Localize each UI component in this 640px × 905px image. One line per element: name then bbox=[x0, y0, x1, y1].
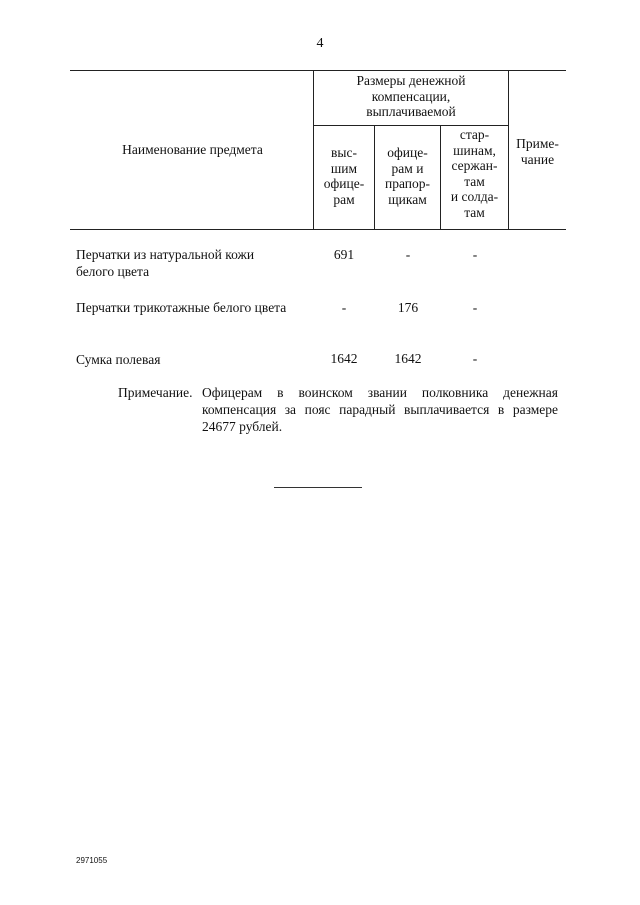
table-top-border bbox=[70, 70, 566, 71]
header-col-senior-officers: выс- шим офице- рам bbox=[323, 145, 365, 207]
table-row-name: Сумка полевая bbox=[76, 352, 161, 367]
table-cell-sergeants: - bbox=[472, 247, 478, 262]
footnote-text: Офицерам в воинском звании полковника денежная компенсация за пояс парадный выплачивается в размере 24677 рублей. bbox=[202, 385, 558, 434]
header-col-sergeants-soldiers: стар- шинам, сержан- там и солда- там bbox=[450, 127, 499, 220]
header-item-name: Наименование предмета bbox=[122, 142, 263, 157]
table-cell-senior: 1642 bbox=[330, 351, 358, 366]
footnote-label: Примечание. bbox=[118, 385, 193, 400]
table-row-name: Перчатки из натуральной кожи белого цвета bbox=[76, 247, 255, 279]
table-header-bottom-border bbox=[70, 229, 566, 230]
header-col-note: Приме- чание bbox=[516, 136, 559, 167]
table-cell-officers: 1642 bbox=[394, 351, 422, 366]
table-cell-officers: 176 bbox=[397, 300, 419, 315]
table-cell-sergeants: - bbox=[472, 351, 478, 366]
end-divider bbox=[274, 487, 362, 488]
page-number: 4 bbox=[316, 36, 324, 51]
table-cell-officers: - bbox=[405, 247, 411, 262]
table-row-name: Перчатки трикотажные белого цвета bbox=[76, 300, 287, 315]
table-cell-senior: 691 bbox=[333, 247, 355, 262]
table-cell-sergeants: - bbox=[472, 300, 478, 315]
header-col-officers-warrant: офице- рам и прапор- щикам bbox=[384, 145, 430, 207]
header-compensation-group: Размеры денежной компенсации, выплачиваемой bbox=[356, 73, 466, 119]
table-cell-senior: - bbox=[341, 300, 347, 315]
document-code: 2971055 bbox=[76, 856, 108, 865]
group-header-divider bbox=[313, 125, 508, 126]
